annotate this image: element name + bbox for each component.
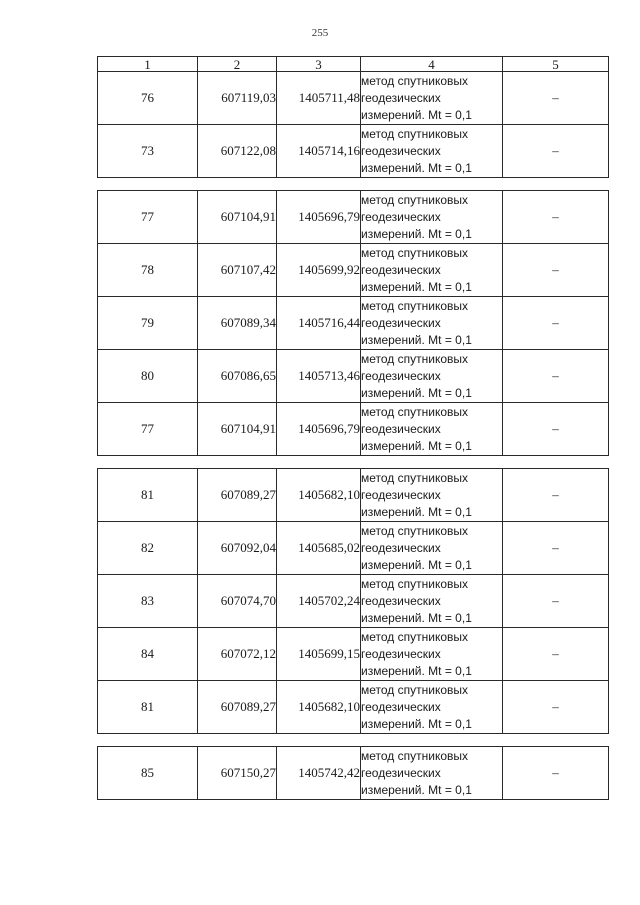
note-cell: – [503,297,609,350]
x-coordinate: 607086,65 [198,350,277,403]
x-coordinate: 607104,91 [198,403,277,456]
method-line: метод спутниковых [361,748,469,763]
table-row [98,72,609,125]
method-line: метод спутниковых [361,470,469,485]
y-coordinate: 1405682,10 [277,469,361,522]
separator-cell [98,178,609,191]
note-cell: – [503,747,609,800]
table-row [98,244,609,297]
note-cell: – [503,403,609,456]
method-line: геодезических [361,540,441,555]
method-line: метод спутниковых [361,576,469,591]
method-cell [361,244,503,297]
x-coordinate: 607089,27 [198,681,277,734]
header-row [98,57,609,72]
method-line: измерений. Mt = 0,1 [361,279,472,294]
column-header: 1 [98,57,198,72]
table-row [98,297,609,350]
method-cell [361,681,503,734]
method-line: измерений. Mt = 0,1 [361,663,472,678]
method-line: метод спутниковых [361,351,469,366]
table-row [98,575,609,628]
method-line: метод спутниковых [361,298,469,313]
x-coordinate: 607107,42 [198,244,277,297]
y-coordinate: 1405682,10 [277,681,361,734]
method-line: геодезических [361,315,441,330]
method-line: геодезических [361,209,441,224]
y-coordinate: 1405742,42 [277,747,361,800]
table-row [98,628,609,681]
method-cell [361,747,503,800]
point-number: 81 [98,469,198,522]
point-number: 84 [98,628,198,681]
method-cell [361,191,503,244]
method-line: измерений. Mt = 0,1 [361,226,472,241]
x-coordinate: 607089,27 [198,469,277,522]
table-row [98,350,609,403]
x-coordinate: 607089,34 [198,297,277,350]
method-line: измерений. Mt = 0,1 [361,385,472,400]
x-coordinate: 607104,91 [198,191,277,244]
method-line: измерений. Mt = 0,1 [361,160,472,175]
method-line: геодезических [361,487,441,502]
method-cell [361,522,503,575]
method-line: метод спутниковых [361,73,469,88]
table-row [98,191,609,244]
method-line: геодезических [361,646,441,661]
x-coordinate: 607119,03 [198,72,277,125]
y-coordinate: 1405702,24 [277,575,361,628]
point-number: 85 [98,747,198,800]
method-line: метод спутниковых [361,404,469,419]
method-line: метод спутниковых [361,245,469,260]
method-line: метод спутниковых [361,682,469,697]
method-cell [361,297,503,350]
table-row [98,403,609,456]
method-line: метод спутниковых [361,523,469,538]
note-cell: – [503,244,609,297]
point-number: 82 [98,522,198,575]
point-number: 83 [98,575,198,628]
method-cell [361,125,503,178]
method-line: геодезических [361,699,441,714]
point-number: 81 [98,681,198,734]
method-line: измерений. Mt = 0,1 [361,107,472,122]
point-number: 76 [98,72,198,125]
note-cell: – [503,191,609,244]
column-header: 3 [277,57,361,72]
method-line: метод спутниковых [361,126,469,141]
y-coordinate: 1405696,79 [277,403,361,456]
point-number: 77 [98,403,198,456]
table-body [98,72,609,800]
method-cell [361,575,503,628]
point-number: 80 [98,350,198,403]
method-line: измерений. Mt = 0,1 [361,782,472,797]
table-row [98,522,609,575]
method-line: геодезических [361,262,441,277]
method-line: измерений. Mt = 0,1 [361,610,472,625]
method-line: метод спутниковых [361,629,469,644]
method-line: измерений. Mt = 0,1 [361,332,472,347]
group-separator [98,178,609,191]
method-line: измерений. Mt = 0,1 [361,504,472,519]
method-line: геодезических [361,421,441,436]
note-cell: – [503,522,609,575]
separator-cell [98,456,609,469]
note-cell: – [503,681,609,734]
table-row [98,681,609,734]
page-number: 255 [311,27,329,39]
y-coordinate: 1405714,16 [277,125,361,178]
coordinates-table [97,56,609,800]
table-row [98,747,609,800]
table-row [98,469,609,522]
point-number: 78 [98,244,198,297]
method-line: измерений. Mt = 0,1 [361,557,472,572]
note-cell: – [503,350,609,403]
y-coordinate: 1405711,48 [277,72,361,125]
method-cell [361,403,503,456]
method-cell [361,469,503,522]
note-cell: – [503,125,609,178]
method-line: измерений. Mt = 0,1 [361,438,472,453]
method-cell [361,72,503,125]
note-cell: – [503,628,609,681]
y-coordinate: 1405716,44 [277,297,361,350]
column-header: 4 [361,57,503,72]
method-line: метод спутниковых [361,192,469,207]
y-coordinate: 1405685,02 [277,522,361,575]
x-coordinate: 607092,04 [198,522,277,575]
y-coordinate: 1405696,79 [277,191,361,244]
x-coordinate: 607072,12 [198,628,277,681]
point-number: 79 [98,297,198,350]
method-line: геодезических [361,368,441,383]
x-coordinate: 607150,27 [198,747,277,800]
method-line: геодезических [361,593,441,608]
method-line: геодезических [361,765,441,780]
y-coordinate: 1405699,15 [277,628,361,681]
method-cell [361,628,503,681]
group-separator [98,734,609,747]
method-line: измерений. Mt = 0,1 [361,716,472,731]
column-header: 5 [503,57,609,72]
method-line: геодезических [361,90,441,105]
group-separator [98,456,609,469]
table-row [98,125,609,178]
y-coordinate: 1405713,46 [277,350,361,403]
method-cell [361,350,503,403]
column-header: 2 [198,57,277,72]
x-coordinate: 607074,70 [198,575,277,628]
x-coordinate: 607122,08 [198,125,277,178]
point-number: 77 [98,191,198,244]
separator-cell [98,734,609,747]
note-cell: – [503,575,609,628]
note-cell: – [503,469,609,522]
point-number: 73 [98,125,198,178]
y-coordinate: 1405699,92 [277,244,361,297]
method-line: геодезических [361,143,441,158]
note-cell: – [503,72,609,125]
